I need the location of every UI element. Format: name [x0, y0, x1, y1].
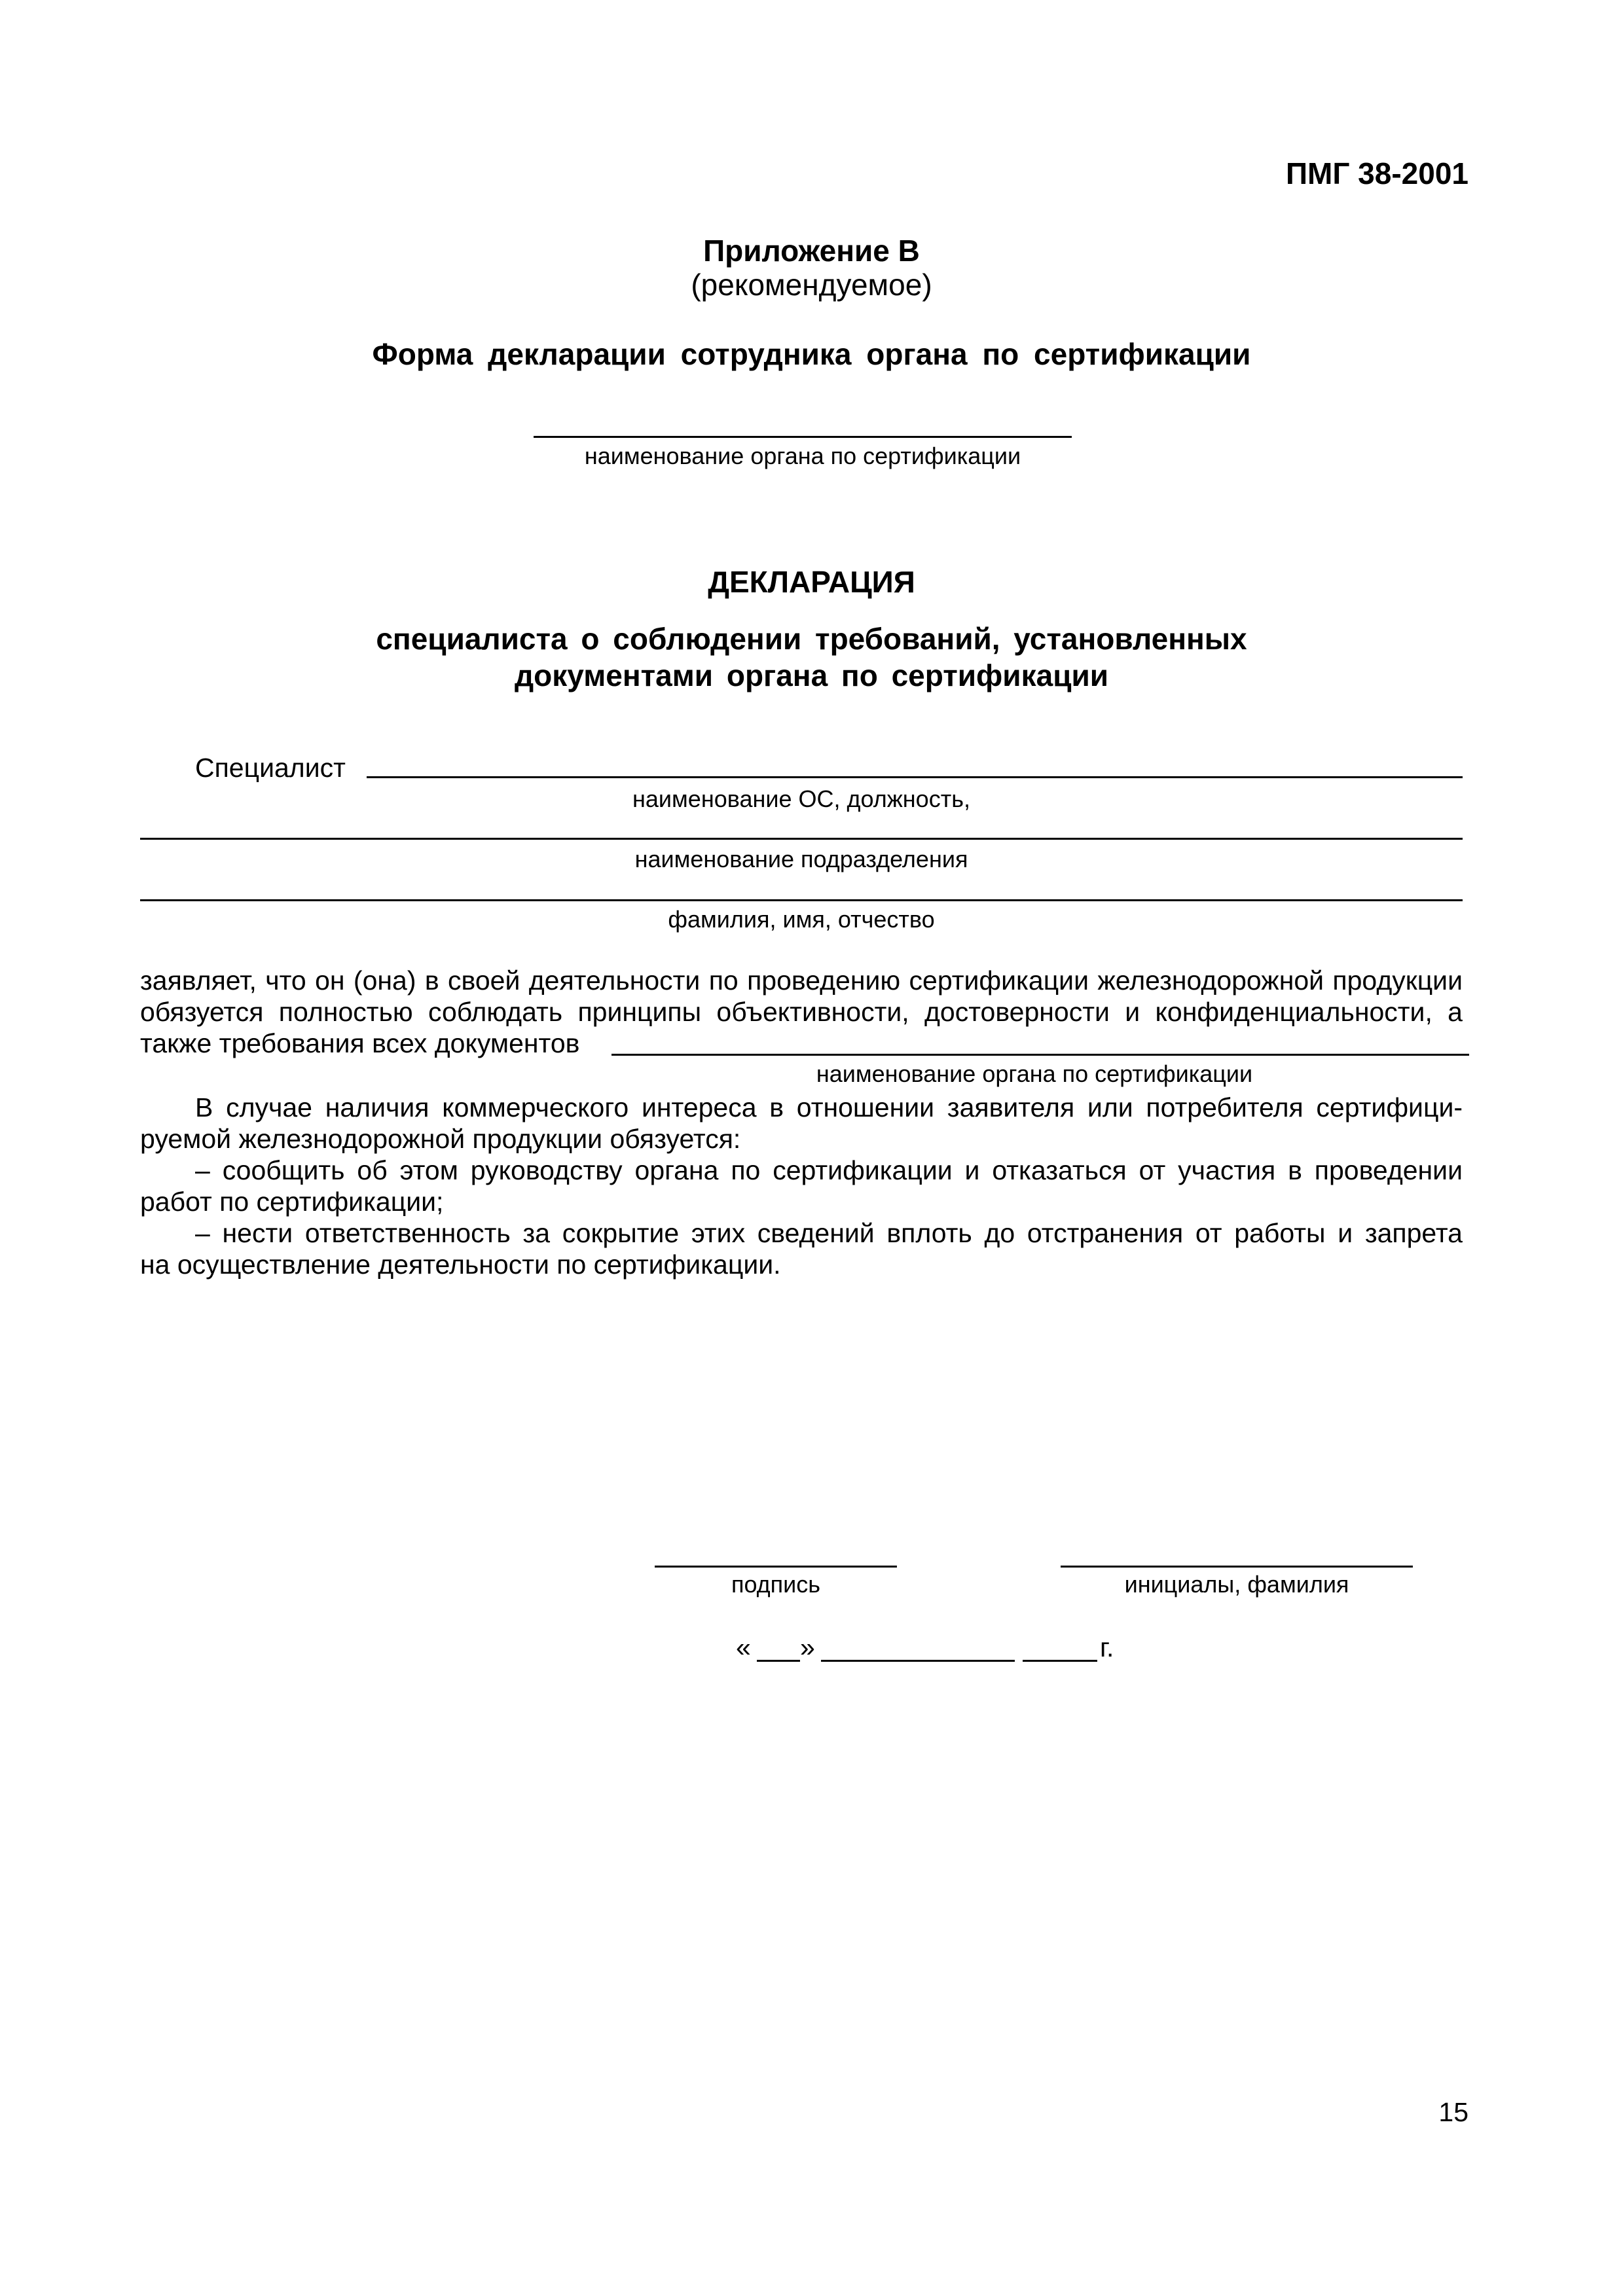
declaration-subtitle — [0, 620, 1623, 694]
document-number: ПМГ 38-2001 — [1285, 156, 1468, 190]
org-name-caption: наименование органа по сертификации — [584, 442, 1021, 469]
paragraph-2-line-2: руемой железнодорожной продукции обязуется: — [140, 1124, 741, 1154]
documents-org-caption: наименование органа по сертификации — [816, 1060, 1253, 1087]
specialist-position-line — [367, 776, 1463, 778]
documents-org-line — [611, 1054, 1469, 1056]
department-line — [140, 838, 1463, 840]
appendix-type: (рекомендуемое) — [691, 268, 932, 302]
specialist-position-caption: наименование ОС, должность, — [632, 785, 970, 812]
specialist-label: Специалист — [195, 753, 346, 783]
signature-line — [655, 1566, 897, 1568]
date-year-line — [1023, 1660, 1097, 1662]
declaration-subtitle-line-2: документами органа по сертификации — [514, 658, 1109, 692]
department-caption: наименование подразделения — [634, 846, 968, 872]
initials-caption: инициалы, фамилия — [1124, 1571, 1349, 1598]
paragraph-3-line-1: – сообщить об этом руководству органа по сертификации и отказаться от участия в проведении — [195, 1155, 1463, 1185]
full-name-line — [140, 899, 1463, 901]
date-year-suffix: г. — [1100, 1632, 1114, 1662]
full-name-caption: фамилия, имя, отчество — [668, 906, 935, 933]
declaration-title: ДЕКЛАРАЦИЯ — [708, 565, 915, 599]
declaration-subtitle-line-1: специалиста о соблюдении требований, установленных — [376, 622, 1247, 656]
paragraph-4-line-1: – нести ответственность за сокрытие этих сведений вплоть до отстранения от работы и запрета — [195, 1218, 1463, 1248]
paragraph-1-line-3: также требования всех документов — [140, 1028, 580, 1058]
paragraph-1-line-1: заявляет, что он (она) в своей деятельности по проведению сертификации железнодорожной продукции — [140, 965, 1463, 996]
date-open-quote: « — [736, 1632, 751, 1662]
declaration-paragraph-1 — [140, 965, 1463, 1059]
appendix-title: Приложение В — [703, 234, 920, 268]
initials-line — [1061, 1566, 1413, 1568]
form-title: Форма декларации сотрудника органа по сертификации — [372, 337, 1251, 371]
paragraph-2-line-1: В случае наличия коммерческого интереса в отношении заявителя или потребителя сертифици- — [195, 1092, 1463, 1122]
date-month-line — [821, 1660, 1015, 1662]
org-name-line — [534, 436, 1072, 438]
paragraph-4-line-2: на осуществление деятельности по сертификации. — [140, 1249, 781, 1280]
declaration-paragraph-2 — [140, 1092, 1463, 1280]
date-day-line — [757, 1660, 800, 1662]
signature-caption: подпись — [731, 1571, 821, 1598]
paragraph-1-line-2: обязуется полностью соблюдать принципы объективности, достоверности и конфиденциальности, а — [140, 997, 1463, 1027]
page-number: 15 — [1438, 2097, 1468, 2127]
date-close-quote: » — [800, 1632, 815, 1662]
paragraph-3-line-2: работ по сертификации; — [140, 1187, 444, 1217]
